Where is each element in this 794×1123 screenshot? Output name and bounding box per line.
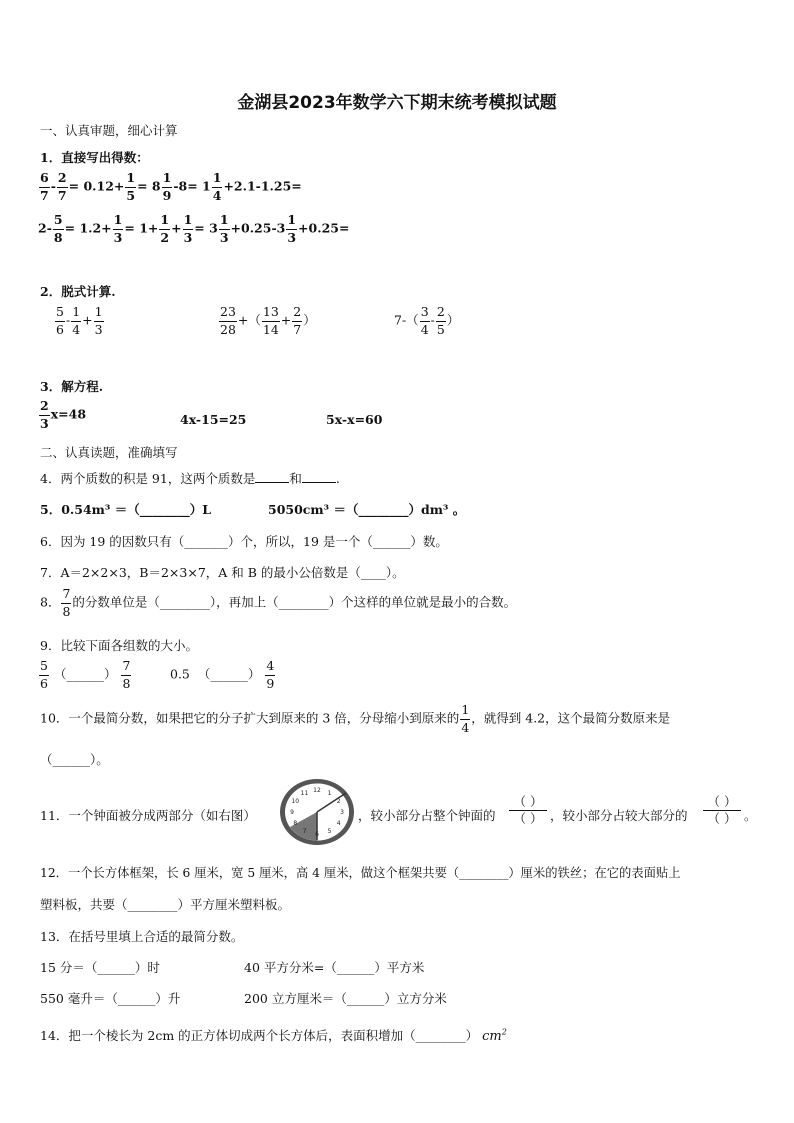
section-2-heading: 二、认真读题，准确填写 [40, 445, 178, 460]
clock-numeral: 9 [290, 809, 294, 816]
q11-pre: 11．一个钟面被分成两部分（如右图） [40, 808, 256, 823]
q8: 8． $\frac{7}{8}$ 的分数单位是（________），再加上（________）个这样的单位就是最小的合数。 [40, 586, 517, 619]
q13-c: 550 毫升＝（______）升 [40, 991, 181, 1006]
clock-numeral: 11 [300, 789, 309, 797]
clock-numeral: 8 [293, 820, 298, 827]
q9-label: 9．比较下面各组数的大小。 [40, 638, 198, 653]
q13-label: 13．在括号里填上合适的最简分数。 [40, 929, 244, 944]
clock-numeral: 3 [340, 809, 344, 816]
clock-numeral: 6 [315, 831, 319, 838]
clock-numeral: 4 [336, 820, 341, 827]
q12-line2: 塑料板，共要（________）平方厘米塑料板。 [40, 897, 291, 912]
q3-eq2: 4x-15=25 [180, 412, 247, 427]
q3-eq3: 5x-x=60 [326, 412, 383, 427]
q3-eq1: $\frac{2}{3}$ x=48 [40, 398, 87, 431]
clock-numeral: 7 [302, 828, 307, 836]
clock-numeral: 2 [336, 798, 341, 805]
page-title: 金湖县2023年数学六下期末统考模拟试题 [237, 93, 557, 113]
q2-expr3: 7-（ $\frac{3}{4}$ - $\frac{2}{5}$ ） [394, 304, 460, 337]
q11-answer-fraction-2[interactable]: （ ） （ ） [703, 795, 741, 826]
q6: 6．因为 19 的因数只有（_______）个，所以，19 是一个（______）数。 [40, 534, 448, 549]
q2-expr1: $\frac{5}{6}$ - $\frac{1}{4}$ + $\frac{1}{3}$ [56, 304, 103, 337]
q1-row2: 2- $\frac{5}{8}$ = 1.2+ $\frac{1}{3}$ = 1+ $\frac{1}{2}$ + $\frac{1}{3}$ = 3 $\frac{1}{3}$ +0.25-3 $\frac{1}{3}$ +0.25= [38, 212, 350, 245]
q13-d: 200 立方厘米＝（______）立方分米 [244, 991, 447, 1006]
q11-mid2: ，较小部分占较大部分的 [550, 808, 688, 823]
q14: 14．把一个棱长为 2cm 的正方体切成两个长方体后，表面积增加（________） $cm^2$ [40, 1027, 507, 1044]
q12-line1: 12．一个长方体框架，长 6 厘米，宽 5 厘米，高 4 厘米，做这个框架共要（________）厘米的铁丝；在它的表面贴上 [40, 866, 681, 880]
q2-expr2: $\frac{23}{28}$ +（ $\frac{13}{14}$ + $\frac{2}{7}$ ） [220, 304, 316, 337]
clock-figure [278, 777, 356, 847]
q5-b: 5050cm³ ＝（________）dm³ 。 [268, 502, 466, 517]
q13-b: 40 平方分米=（______）平方米 [244, 960, 425, 975]
clock-numeral: 5 [327, 828, 332, 836]
section-1-heading: 一、认真审题，细心计算 [40, 123, 178, 138]
q4: 4．两个质数的积是 91，这两个质数是 和 . [40, 471, 340, 486]
unit-cm2: $cm^2$ [482, 1027, 507, 1044]
q3-label: 3．解方程. [40, 379, 104, 394]
q11-mid: ，较小部分占整个钟面的 [358, 808, 496, 823]
q10-line1: 10．一个最简分数，如果把它的分子扩大到原来的 3 倍，分母缩小到原来的 $\frac{1}{4}$ ，就得到 4.2，这个最简分数原来是 [40, 702, 671, 735]
q9-compare-1: $\frac{5}{6}$ （______） $\frac{7}{8}$ [40, 658, 131, 691]
q5-a: 5．0.54m³ ＝（________）L [40, 502, 211, 517]
q1-label: 1．直接写出得数： [40, 150, 149, 165]
clock-numeral: 1 [327, 789, 332, 797]
q2-label: 2．脱式计算. [40, 284, 116, 299]
q11-answer-fraction-1[interactable]: （ ） （ ） [509, 795, 547, 826]
clock-numeral: 10 [291, 798, 300, 805]
q10-line2: （______）。 [40, 752, 109, 767]
q1-row1: $\frac{6}{7}$ - $\frac{2}{7}$ = 0.12+ $\frac{1}{5}$ = 8 $\frac{1}{9}$ -8= 1 $\frac{1}{4}$ +2.1-1.25= [40, 170, 302, 203]
q7: 7．A＝2×2×3，B＝2×3×7，A 和 B 的最小公倍数是（____）。 [40, 565, 405, 580]
clock-numeral: 12 [313, 787, 321, 794]
q9-compare-2: 0.5 （______） $\frac{4}{9}$ [170, 658, 275, 691]
q13-a: 15 分＝（______）时 [40, 960, 160, 975]
q11-end: 。 [744, 808, 757, 823]
